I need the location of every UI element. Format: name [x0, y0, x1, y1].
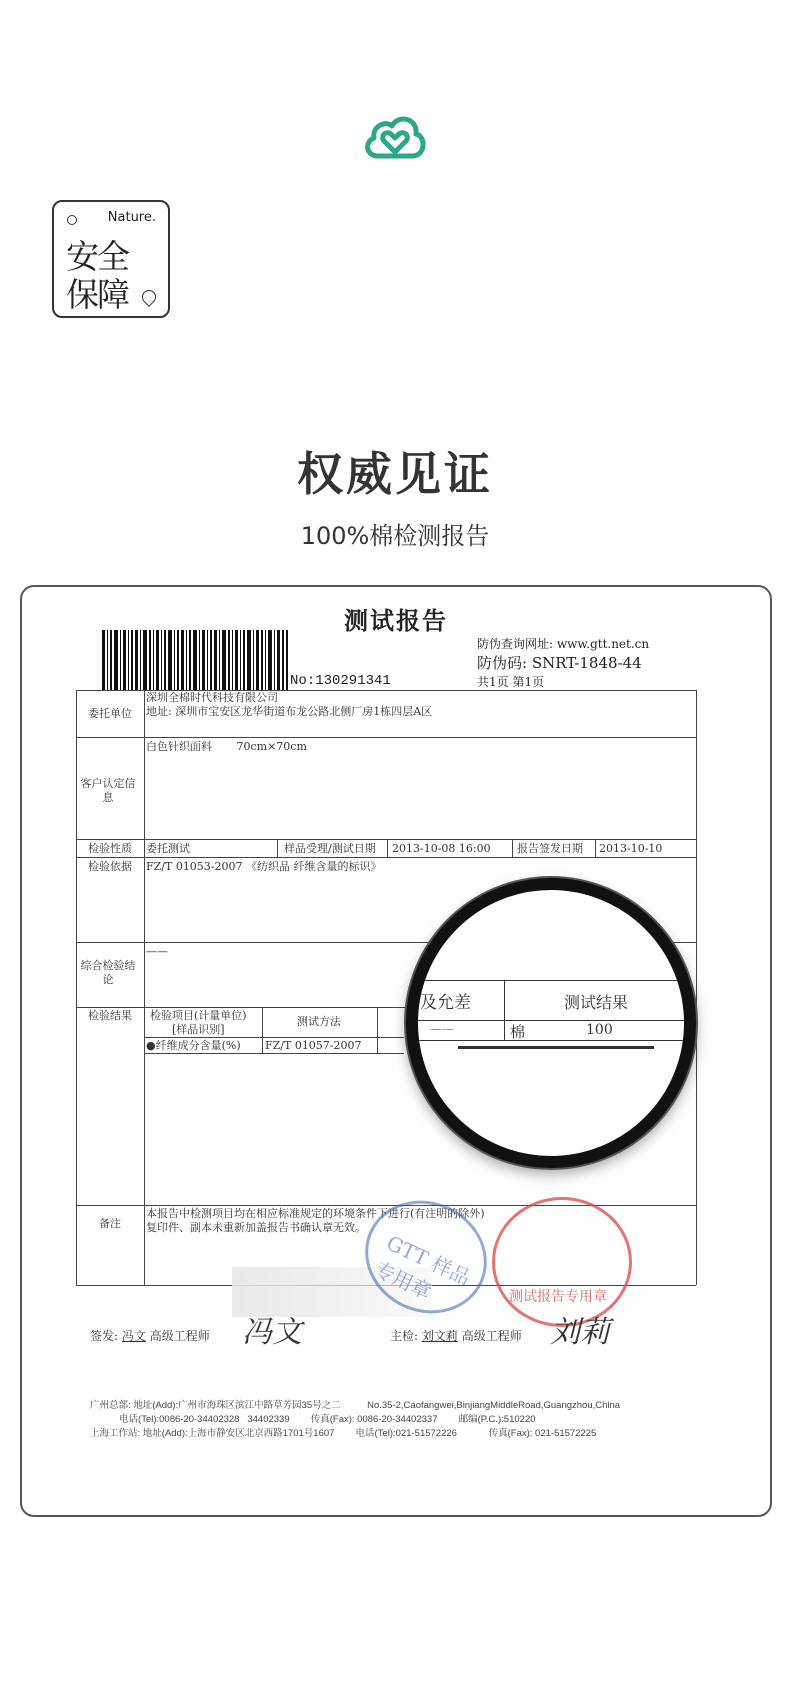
- mag-material: 棉: [510, 1023, 526, 1041]
- drop-icon: [139, 287, 159, 307]
- issue-value: 2013-10-10: [599, 842, 663, 855]
- mag-value: 100: [586, 1022, 613, 1038]
- note-text-1: 本报告中检测项目均在相应标准规定的环境条件下进行(有注明的除外): [146, 1207, 485, 1220]
- customer-label: 客户认定信息: [80, 777, 136, 804]
- safety-badge: [52, 200, 170, 318]
- basis-label: 检验依据: [88, 860, 132, 873]
- mag-col-result: 测试结果: [564, 993, 629, 1012]
- report-title: 测试报告: [344, 606, 448, 635]
- nature-value: 委托测试: [146, 842, 190, 855]
- nature-label: 检验性质: [88, 842, 132, 855]
- cloud-heart-logo-icon: [362, 112, 428, 168]
- verify-code: 防伪码: SNRT-1848-44: [477, 654, 642, 672]
- row-item: ●纤维成分含量(%): [146, 1039, 241, 1052]
- test-report-document: [20, 585, 772, 1517]
- verify-info: [477, 635, 649, 692]
- issuer-signature: 签发: 冯文 高级工程师: [90, 1329, 210, 1343]
- checker-signature: 主检: 刘文莉 高级工程师: [390, 1329, 522, 1343]
- receive-value: 2013-10-08 16:00: [392, 842, 491, 855]
- circle-dot-icon: [67, 215, 77, 225]
- verify-url: 防伪查询网址: www.gtt.net.cn: [477, 637, 650, 651]
- page-count: 共1页 第1页: [477, 675, 545, 689]
- report-footer: 广州总部: 地址(Add):广州市海珠区滨江中路草芳园35号之二 No.35-2,Caofangwei,BinjiangMiddleRoad,Guangzhou,China 电话(Tel):0086-20-34402328 34402339 传真(Fax): 0086-20-34402337 邮编(P.C.):510220 上海工作站: 地址(Add):上海市静安区北京西路1701号1607 电话(Tel):021-51572226 传真(Fax): 021-51572225: [90, 1400, 621, 1439]
- report-number: No:130291341: [290, 673, 391, 689]
- badge-nature-text: Nature.: [107, 210, 156, 225]
- page-title: 权威见证: [297, 447, 493, 501]
- result-label: 检验结果: [88, 1009, 132, 1022]
- client-name: 深圳全棉时代科技有限公司: [146, 691, 278, 704]
- page-subtitle: 100%棉检测报告: [300, 522, 490, 550]
- mag-dash: ——: [430, 1022, 454, 1036]
- barcode-icon: [102, 630, 288, 690]
- col-item: 检验项目(计量单位): [150, 1009, 247, 1022]
- receive-label: 样品受理/测试日期: [284, 842, 376, 855]
- issue-label: 报告签发日期: [517, 842, 583, 855]
- issuer-handwriting: 冯文: [242, 1315, 302, 1350]
- note-label: 备注: [99, 1217, 121, 1230]
- client-address: 地址: 深圳市宝安区龙华街道布龙公路北侧厂房1栋四层A区: [146, 705, 433, 718]
- client-label: 委托单位: [88, 707, 132, 720]
- red-seal-stamp: 测试报告专用章: [492, 1197, 632, 1327]
- customer-value: 白色针织面料 70cm×70cm: [146, 740, 307, 753]
- badge-main-text: 安全保障: [66, 237, 128, 314]
- magnifier-lens: [406, 878, 696, 1168]
- note-text-2: 复印件、副本未重新加盖报告书确认章无效。: [146, 1221, 366, 1234]
- conclusion-label: 综合检验结论: [80, 959, 136, 986]
- blue-seal-stamp: GTT 样品专用章: [347, 1181, 506, 1333]
- row-method: FZ/T 01057-2007: [265, 1039, 362, 1052]
- mag-col-tolerance: 及允差: [420, 993, 471, 1013]
- checker-handwriting: 刘莉: [550, 1315, 610, 1350]
- col-method: 测试方法: [297, 1015, 341, 1028]
- col-item-sub: [样品识别]: [172, 1023, 225, 1036]
- conclusion-value: ——: [146, 945, 168, 958]
- basis-value: FZ/T 01053-2007 《纺织品 纤维含量的标识》: [146, 860, 382, 873]
